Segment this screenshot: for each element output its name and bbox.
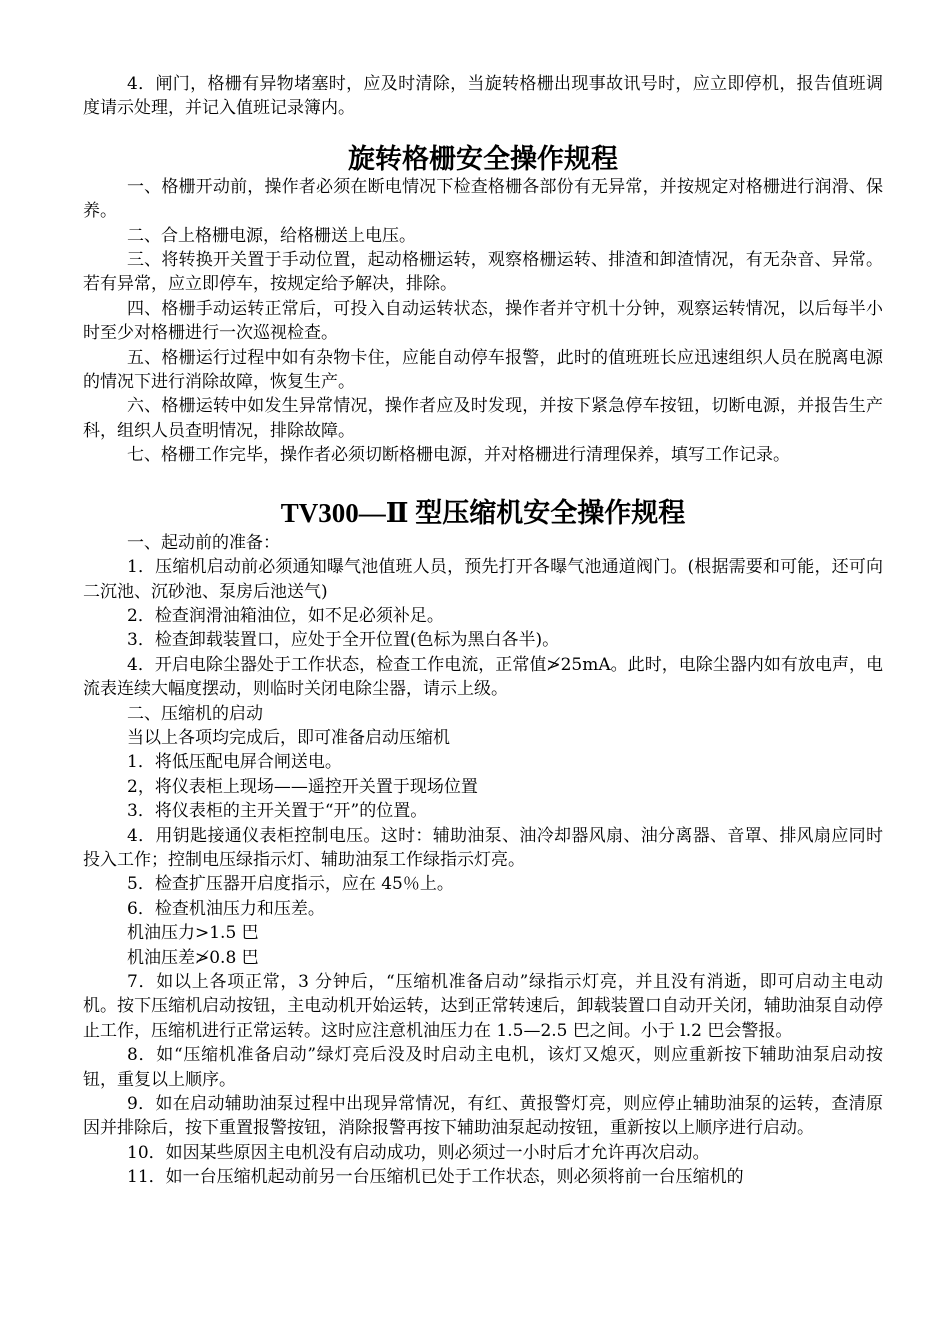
paragraph: 当以上各项均完成后，即可准备启动压缩机 xyxy=(127,727,450,748)
paragraph: 一、起动前的准备： xyxy=(127,532,280,553)
paragraph: 10．如因某些原因主电机没有启动成功，则必须过一小时后才允许再次启动。 xyxy=(127,1142,710,1163)
paragraph: 2，将仪表柜上现场——遥控开关置于现场位置 xyxy=(127,776,478,797)
section-rotary-screen-body xyxy=(83,175,883,468)
section-title-rotary-screen: 旋转格栅安全操作规程 xyxy=(348,143,618,174)
paragraph: 1．将低压配电屏合闸送电。 xyxy=(127,752,342,773)
intro-paragraph-1: 4．闸门，格栅有异物堵塞时，应及时清除，当旋转格栅出现事故讯号时，应立即停机，报告值班调度请示处理，并记入值班记录簿内。 xyxy=(83,74,883,119)
paragraph: 2．检查润滑油箱油位，如不足必须补足。 xyxy=(127,605,444,626)
paragraph: 七、格栅工作完毕，操作者必须切断格栅电源，并对格栅进行清理保养，填写工作记录。 xyxy=(127,445,790,466)
paragraph: 机油压差≯0.8 巴 xyxy=(127,947,259,968)
paragraph: 二、压缩机的启动 xyxy=(127,703,263,724)
section-title-compressor: TV300—Ⅱ 型压缩机安全操作规程 xyxy=(280,497,686,528)
paragraph: 7．如以上各项正常，3 分钟后，“压缩机准备启动”绿指示灯亮，并且没有消逝，即可启动主电动机。按下压缩机启动按钮，主电动机开始运转，达到正常转速后，卸载装置口自动开关闭，辅助油泵自动停止工作，压缩机进行正常运转。这时应注意机油压力在 1.5—2.5 巴之间。小于 l.2 巴会警报。 xyxy=(83,972,883,1041)
paragraph: 3．将仪表柜的主开关置于“开”的位置。 xyxy=(127,801,428,822)
paragraph: 六、格栅运转中如发生异常情况，操作者应及时发现，并按下紧急停车按钮，切断电源，并报告生产科，组织人员查明情况，排除故障。 xyxy=(83,396,883,441)
paragraph: 4．开启电除尘器处于工作状态，检查工作电流，正常值≯25mA。此时，电除尘器内如有放电声，电流表连续大幅度摆动，则临时关闭电除尘器，请示上级。 xyxy=(83,654,883,700)
section-compressor-body xyxy=(83,531,883,1190)
paragraph: 一、格栅开动前，操作者必须在断电情况下检查格栅各部份有无异常，并按规定对格栅进行润滑、保养。 xyxy=(83,176,883,222)
paragraph: 四、格栅手动运转正常后，可投入自动运转状态，操作者并守机十分钟，观察运转情况，以后每半小时至少对格栅进行一次巡视检查。 xyxy=(83,298,883,344)
paragraph: 4．用钥匙接通仪表柜控制电压。这时：辅助油泵、油冷却器风扇、油分离器、音罩、排风扇应同时投入工作；控制电压绿指示灯、辅助油泵工作绿指示灯亮。 xyxy=(83,825,883,870)
paragraph: 6．检查机油压力和压差。 xyxy=(127,898,325,919)
paragraph: 9．如在启动辅助油泵过程中出现异常情况，有红、黄报警灯亮，则应停止辅助油泵的运转，查清原因并排除后，按下重置报警按钮，消除报警再按下辅助油泵起动按钮，重新按以上顺序进行启动。 xyxy=(83,1094,883,1139)
paragraph: 11．如一台压缩机起动前另一台压缩机已处于工作状态，则必须将前一台压缩机的 xyxy=(127,1167,744,1188)
paragraph: 8．如“压缩机准备启动”绿灯亮后没及时启动主电机，该灯又熄灭，则应重新按下辅助油泵启动按钮，重复以上顺序。 xyxy=(83,1045,883,1090)
document-page xyxy=(83,72,883,1190)
paragraph: 1．压缩机启动前必须通知曝气池值班人员，预先打开各曝气池通道阀门。(根据需要和可能，还可向二沉池、沉砂池、泵房后池送气) xyxy=(83,557,883,602)
paragraph: 3．检查卸载装置口，应处于全开位置(色标为黑白各半)。 xyxy=(127,630,560,651)
paragraph: 五、格栅运行过程中如有杂物卡住，应能自动停车报警，此时的值班班长应迅速组织人员在脱离电源的情况下进行消除故障，恢复生产。 xyxy=(83,347,883,393)
paragraph: 三、将转换开关置于手动位置，起动格栅运转，观察格栅运转、排渣和卸渣情况，有无杂音、异常。若有异常，应立即停车，按规定给予解决，排除。 xyxy=(83,250,883,295)
paragraph: 5．检查扩压器开启度指示，应在 45％上。 xyxy=(127,874,454,895)
paragraph: 机油压力>1.5 巴 xyxy=(127,923,259,944)
paragraph: 二、合上格栅电源，给格栅送上电压。 xyxy=(127,225,416,246)
